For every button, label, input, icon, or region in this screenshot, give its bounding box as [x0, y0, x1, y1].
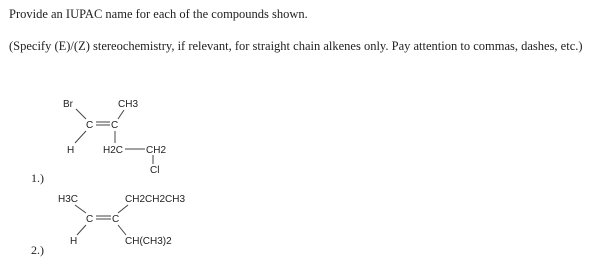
- question-2-number: 2.): [31, 243, 44, 257]
- s1-ch3-label: CH3: [118, 99, 139, 110]
- question-1-number: 1.): [31, 171, 44, 185]
- s1-br-label: Br: [63, 99, 73, 110]
- s2-h-label: H: [70, 236, 78, 247]
- s2-c-left-label: C: [86, 214, 94, 225]
- s2-bond-h: [77, 225, 86, 235]
- s2-bond-propyl: [118, 205, 128, 213]
- instruction-line-2: (Specify (E)/(Z) stereochemistry, if relevant, for straight chain alkenes only. Pay attention to commas, dashes, etc.): [9, 39, 583, 53]
- s1-c-left-label: C: [86, 120, 94, 131]
- s2-isopropyl-label: CH(CH3)2: [125, 236, 172, 247]
- s2-propyl-label: CH2CH2CH3: [125, 194, 186, 205]
- s1-c-right-label: C: [111, 120, 119, 131]
- s2-bond-ch3: [75, 205, 86, 213]
- s2-bond-isopropyl: [118, 225, 126, 235]
- s2-h3c-label: H3C: [58, 194, 79, 205]
- s1-h2c-label: H2C: [103, 145, 124, 156]
- instruction-line-1: Provide an IUPAC name for each of the compounds shown.: [9, 7, 308, 21]
- s1-cl-label: Cl: [150, 165, 160, 176]
- s2-c-right-label: C: [112, 214, 120, 225]
- s1-ch2-label: CH2: [146, 145, 167, 156]
- s1-h-label: H: [67, 145, 75, 156]
